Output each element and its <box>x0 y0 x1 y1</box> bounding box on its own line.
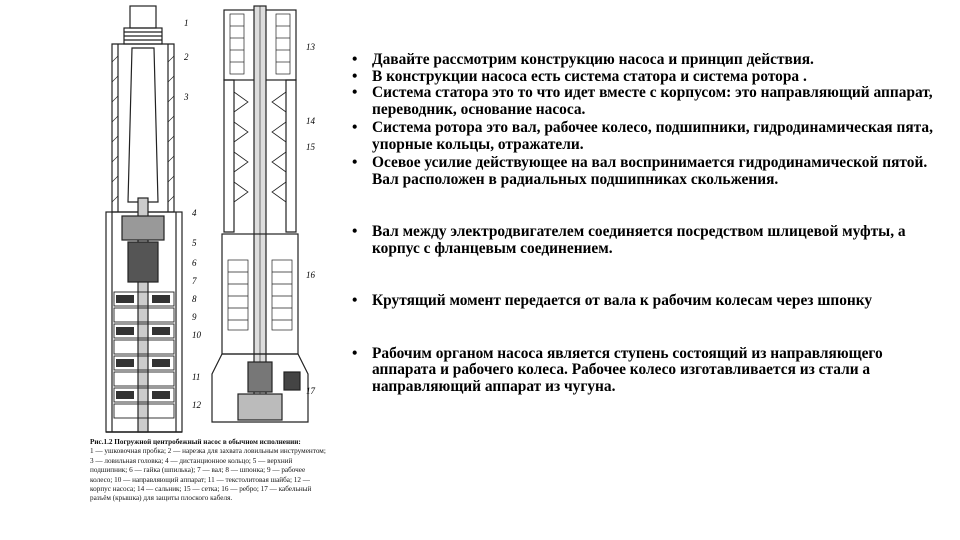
callout-2: 2 <box>184 52 189 62</box>
bullet-item: • Давайте рассмотрим конструкцию насоса и принцип действия. <box>352 52 942 69</box>
bullet-item: • В конструкции насоса есть система статора и система ротора . <box>352 69 942 86</box>
figure-caption <box>90 438 326 504</box>
bullet-item: • Система ротора это вал, рабочее колесо, подшипники, гидродинамическая пята, упорные кольцы, отражатели. <box>352 120 942 153</box>
callout-8: 8 <box>192 294 197 304</box>
callout-15: 15 <box>306 142 315 152</box>
bullet-item: • Система статора это то что идет вместе с корпусом: это направляющий аппарат, переводник, основание насоса. <box>352 85 942 118</box>
caption-title: Рис.1.2 Погружной центробежный насос в обычном исполнении: <box>90 438 301 446</box>
callout-12: 12 <box>192 400 201 410</box>
callout-1: 1 <box>184 18 189 28</box>
caption-body: 1 — ушковочная пробка; 2 — нарезка для захвата ловильным инструментом; 3 — ловильная головка; 4 — дистанционное кольцо; 5 — верхний подшипник; 6 — гайка (шпилька); 7 — вал; 8 — шпонка; 9 — рабочее колесо; 10 — направляющий аппарат; 11 — текстолитовая шайба; 12 — корпус насоса; 14 — сальник; 15 — сетка; 16 — ребро; 17 — кабельный разъём (крышка) для защиты плоского кабеля. <box>90 447 326 503</box>
bullet-list <box>352 52 942 395</box>
callout-16: 16 <box>306 270 315 280</box>
callout-9: 9 <box>192 312 197 322</box>
callout-5: 5 <box>192 238 197 248</box>
callout-13: 13 <box>306 42 315 52</box>
bullet-item: • Рабочим органом насоса является ступень состоящий из направляющего аппарата и рабочего колеса. Рабочее колесо изготавливается из стали а направляющий аппарат из чугуна. <box>352 346 942 396</box>
callout-14: 14 <box>306 116 315 126</box>
bullet-item: • Осевое усилие действующее на вал воспринимается гидродинамической пятой. Вал расположен в радиальных подшипниках скольжения. <box>352 155 942 188</box>
bullet-item: • Вал между электродвигателем соединяется посредством шлицевой муфты, а корпус с фланцевым соединением. <box>352 224 942 257</box>
bullet-item: • Крутящий момент передается от вала к рабочим колесам через шпонку <box>352 293 942 310</box>
callout-6: 6 <box>192 258 197 268</box>
callout-10: 10 <box>192 330 201 340</box>
callout-17: 17 <box>306 386 315 396</box>
callout-11: 11 <box>192 372 201 382</box>
callout-3: 3 <box>184 92 189 102</box>
callout-7: 7 <box>192 276 197 286</box>
callout-4: 4 <box>192 208 197 218</box>
